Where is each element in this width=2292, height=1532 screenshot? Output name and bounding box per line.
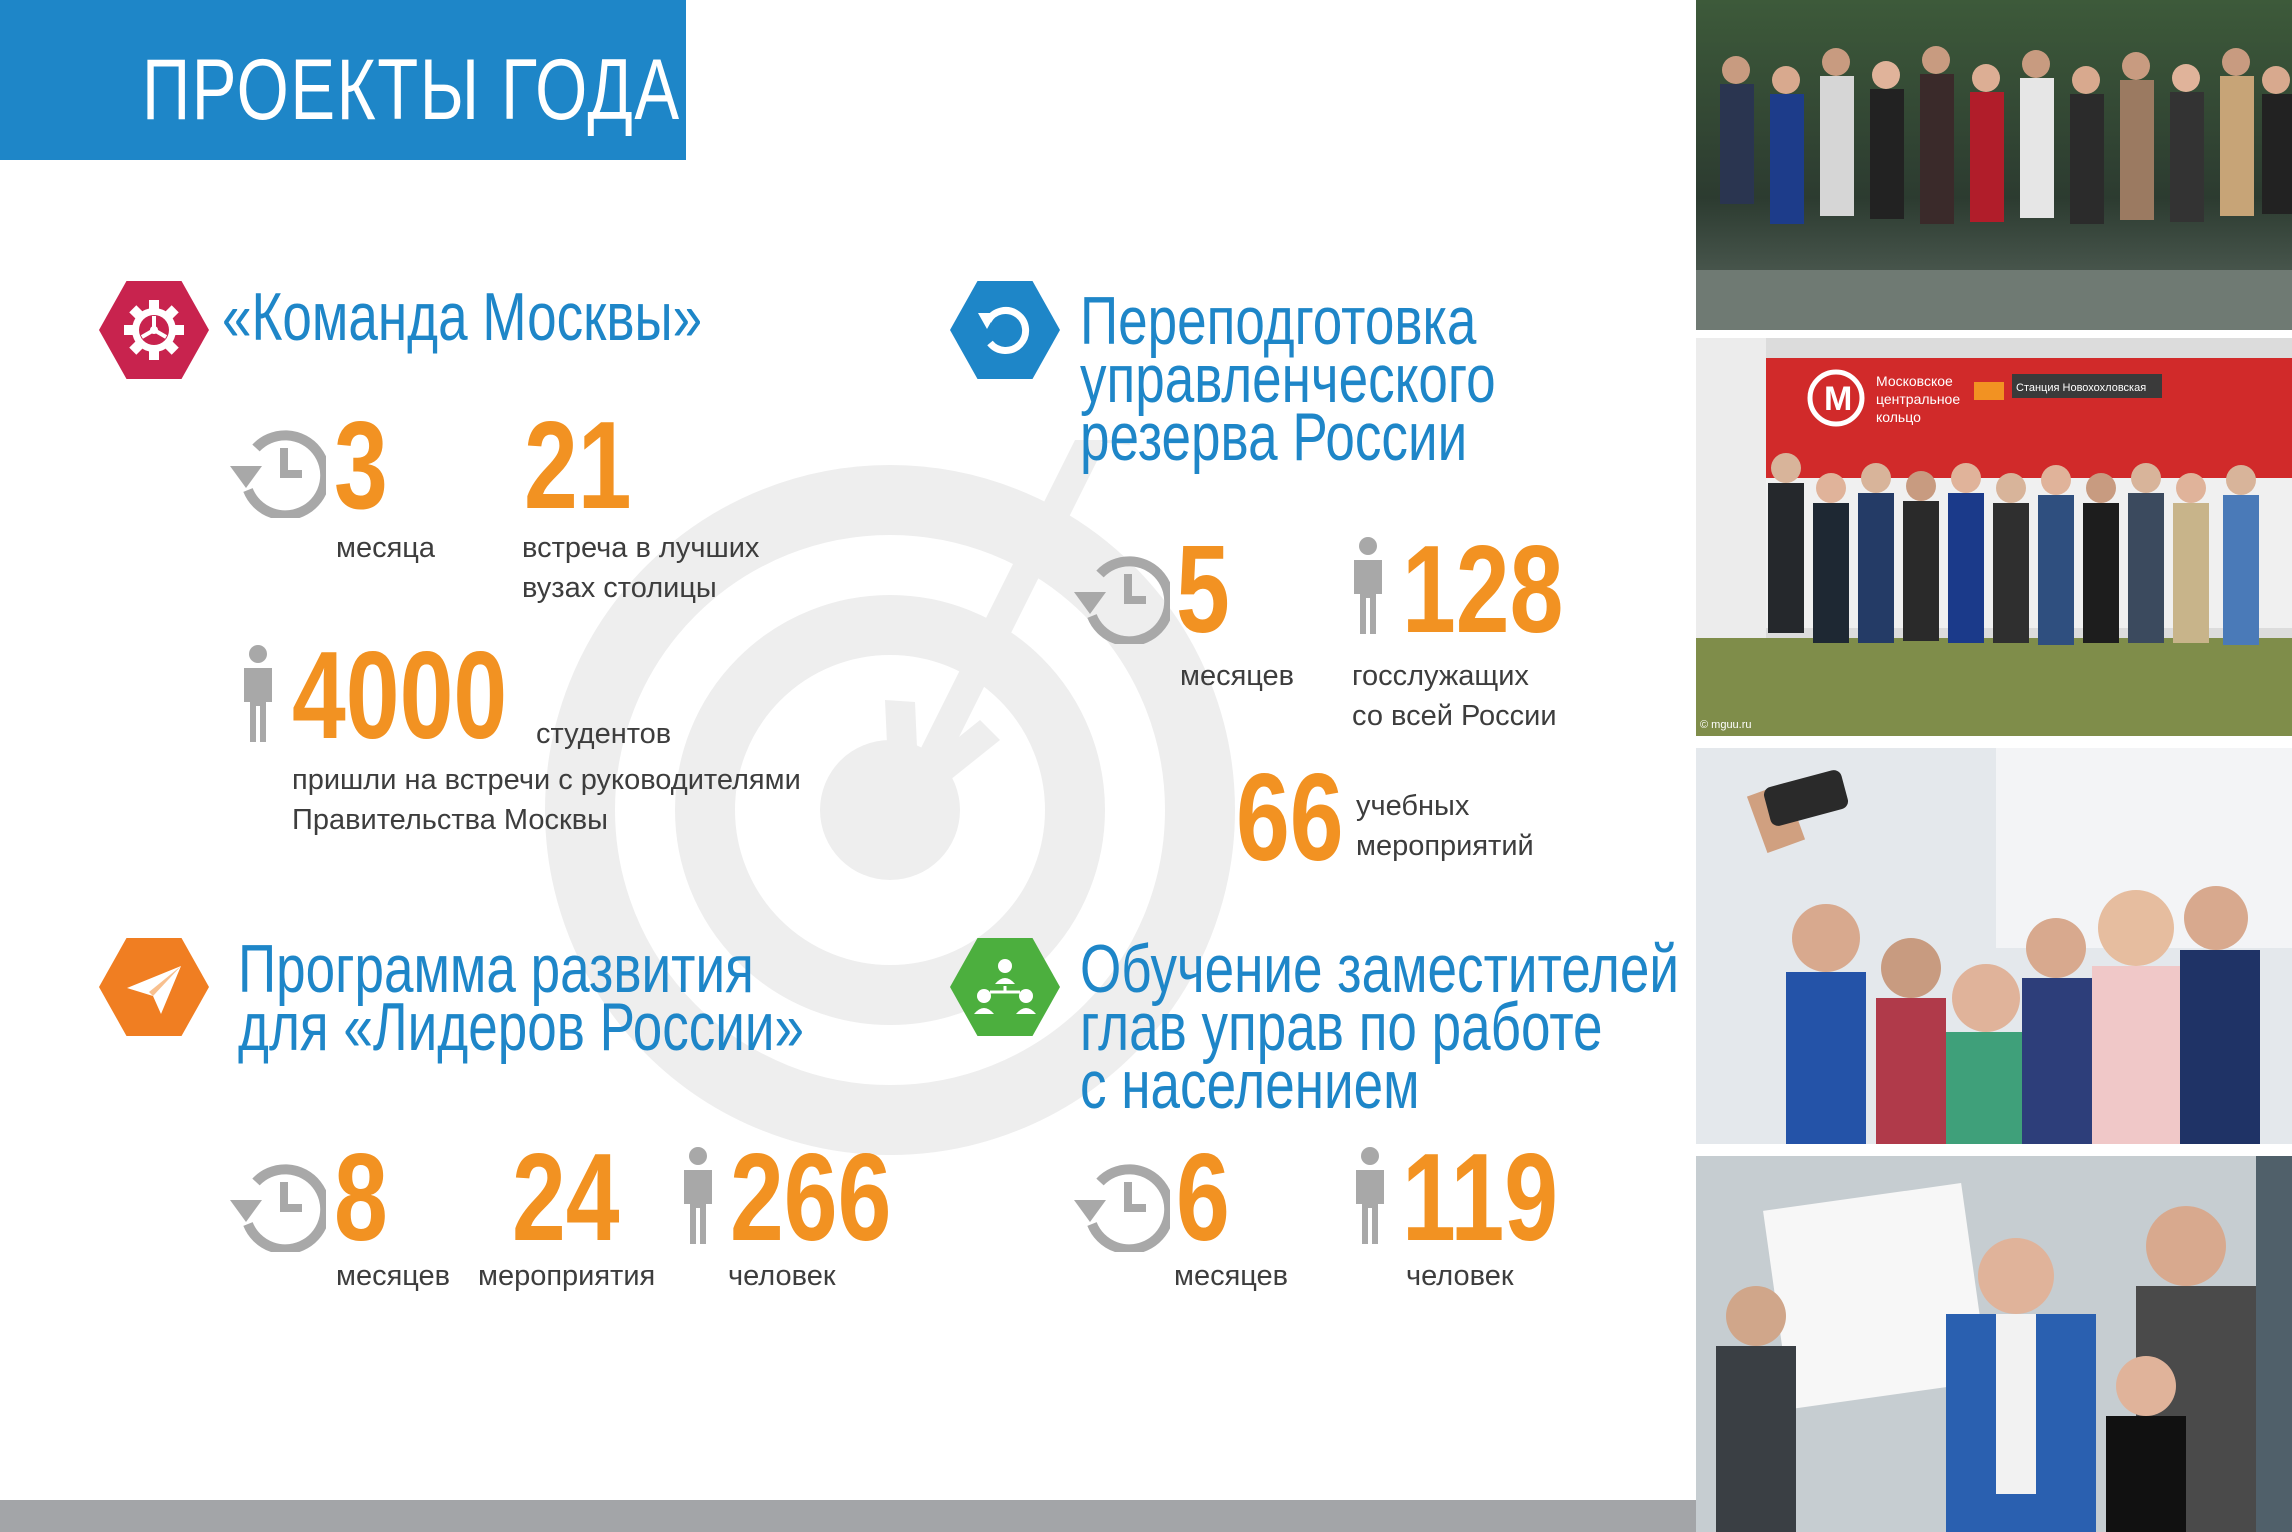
photo-group-students (1696, 0, 2292, 330)
person-icon (1350, 1146, 1390, 1246)
leaders-people-value: 266 (730, 1129, 892, 1267)
leaders-badge (99, 938, 209, 1036)
page-title: ПРОЕКТЫ ГОДА (142, 42, 681, 138)
deputies-people-caption: человек (1406, 1260, 1514, 1292)
retraining-title-2: управленческого (1080, 341, 1496, 417)
moscow-team-meetings-caption-2: вузах столицы (522, 572, 717, 604)
retraining-events-caption-2: мероприятий (1356, 830, 1534, 862)
retraining-officials-caption-1: госслужащих (1352, 660, 1529, 692)
moscow-team-students-caption-2: Правительства Москвы (292, 804, 608, 836)
metro-sign-line-3: кольцо (1876, 409, 1921, 425)
deputies-title-3: с населением (1080, 1047, 1420, 1123)
leaders-months-value: 8 (334, 1129, 388, 1267)
moscow-team-title: «Команда Москвы» (222, 279, 703, 355)
leaders-title-2: для «Лидеров России» (238, 989, 804, 1065)
gear-icon (99, 281, 209, 379)
moscow-team-students-caption-1: пришли на встречи с руководителями (292, 764, 801, 796)
refresh-icon (950, 281, 1060, 379)
moscow-team-students-unit: студентов (536, 718, 672, 750)
person-icon (678, 1146, 718, 1246)
footer-bar (0, 1500, 1696, 1532)
history-clock-icon (1070, 544, 1170, 644)
deputies-people-value: 119 (1402, 1129, 1559, 1267)
leaders-people-caption: человек (728, 1260, 836, 1292)
deputies-title-1: Обучение заместителей (1080, 931, 1680, 1007)
group-network-icon (950, 938, 1060, 1036)
retraining-months-value: 5 (1176, 521, 1230, 659)
metro-sign-line-1: Московское (1876, 373, 1953, 389)
person-icon (1348, 536, 1388, 636)
retraining-officials-value: 128 (1402, 521, 1564, 659)
svg-text:M: M (1824, 380, 1853, 418)
retraining-months-caption: месяцев (1180, 660, 1295, 692)
moscow-team-meetings-value: 21 (524, 397, 632, 535)
history-clock-icon (1070, 1152, 1170, 1252)
photo-group-metro-station (1696, 338, 2292, 736)
moscow-team-students-value: 4000 (292, 627, 508, 765)
retraining-title-1: Переподготовка (1080, 283, 1477, 359)
moscow-team-months-value: 3 (334, 397, 388, 535)
leaders-months-caption: месяцев (336, 1260, 451, 1292)
retraining-events-value: 66 (1236, 749, 1344, 887)
moscow-team-meetings-caption-1: встреча в лучших (522, 532, 760, 564)
paper-plane-icon (99, 938, 209, 1036)
deputies-months-caption: месяцев (1174, 1260, 1289, 1292)
metro-station-name: Станция Новохохловская (2016, 382, 2147, 394)
person-icon (238, 644, 278, 744)
photo-credit: © mguu.ru (1700, 719, 1752, 731)
metro-sign-line-2: центральное (1876, 391, 1961, 407)
retraining-events-caption-1: учебных (1356, 790, 1470, 822)
history-clock-icon (226, 1152, 326, 1252)
retraining-officials-caption-2: со всей России (1352, 700, 1557, 732)
leaders-events-value: 24 (512, 1129, 620, 1267)
retraining-badge (950, 281, 1060, 379)
leaders-events-caption: мероприятия (478, 1260, 656, 1292)
photo-workshop (1696, 1156, 2292, 1532)
deputies-title-2: глав управ по работе (1080, 989, 1603, 1065)
retraining-title-3: резерва России (1080, 399, 1468, 475)
leaders-title-1: Программа развития (238, 931, 754, 1007)
moscow-team-badge (99, 281, 209, 379)
deputies-months-value: 6 (1176, 1129, 1230, 1267)
history-clock-icon (226, 418, 326, 518)
photo-selfie-training (1696, 748, 2292, 1144)
deputies-badge (950, 938, 1060, 1036)
moscow-team-months-caption: месяца (336, 532, 436, 564)
